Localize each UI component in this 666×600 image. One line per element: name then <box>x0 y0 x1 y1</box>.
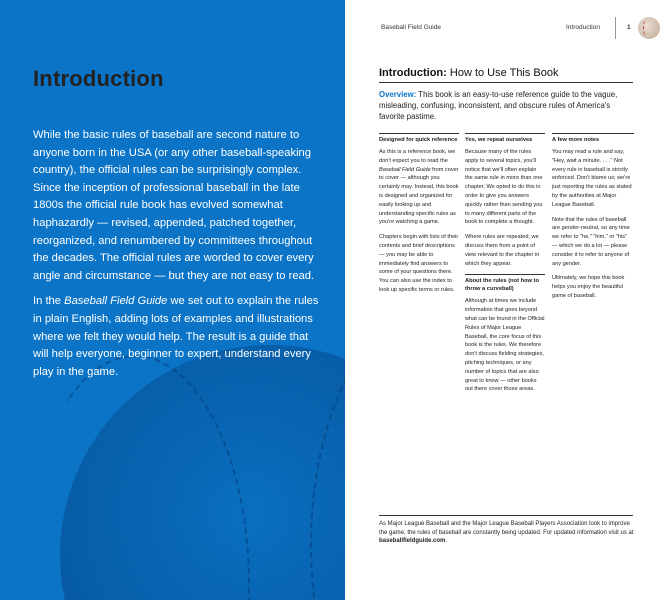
column-paragraph: Ultimately, we hope this book helps you enjoy the beautiful game of baseball. <box>552 275 625 299</box>
running-head-chapter: Introduction <box>566 24 600 31</box>
column-heading: A few more notes <box>552 133 634 144</box>
column-paragraph: Although at times we include information that goes beyond what can be found in the Official Rules of Major League Baseball, the core focus of this book is the rules. We therefore don't discuss fielding strategies, pitching techniques, or any number of topics that are also great to know — other books out there cover those areas. <box>465 298 545 393</box>
column-paragraph: As this is a reference book, we don't expect you to read the Baseball Field Guide from cover to cover — although you certainly may. Instead, this book is designed and organized for easily looking up and understanding specific rules as you're watching a game. <box>379 149 459 226</box>
column-heading: About the rules (not how to throw a curveball) <box>465 274 545 293</box>
footer-note: As Major League Baseball and the Major League Baseball Players Association look to improve the game, the rules of baseball are constantly being updated. For updated information visit us at baseballfieldguide.com. <box>379 521 634 545</box>
column-paragraph: Because many of the rules apply to several topics, you'll notice that we'll often explain the same rule in more than one chapter. We opted to do this in order to give you answers quickly rather than sending you to many different parts of the book to complete a thought. <box>465 149 543 226</box>
overview-label: Overview: <box>379 90 417 99</box>
section-title: Introduction: How to Use This Book <box>379 67 559 79</box>
overview: Overview: This book is an easy-to-use reference guide to the vague, misleading, confusing, inconsistent, and obscure rules of America's favorite pastime. <box>379 90 618 121</box>
column-heading: Designed for quick reference <box>379 133 459 144</box>
book-title-em: Baseball Field Guide <box>64 295 168 308</box>
baseball-icon <box>638 17 660 39</box>
column-paragraph: Chapters begin with lists of their contents and brief descriptions — you may be able to immediately find answers to some of your questions there. You can also use the index to look up specific terms or rules. <box>379 234 459 293</box>
column-more-notes <box>552 133 634 307</box>
page-title: Introduction <box>33 66 164 91</box>
page-number: 1 <box>627 24 631 31</box>
column-paragraph: You may read a rule and say, "Hey, wait a minute. . . ." Not every rule in baseball is strictly enforced. Don't blame us; we're just reporting the rules as stated by the authorities at Major League Baseball. <box>552 149 632 208</box>
column-paragraph: Where rules are repeated, we discuss them from a point of view relevant to the chapter in which they appear. <box>465 234 540 267</box>
column-repeat <box>465 133 545 400</box>
footer-divider <box>379 515 633 516</box>
column-quick-reference <box>379 133 459 301</box>
baseball-stitch <box>20 355 250 600</box>
running-head-book: Baseball Field Guide <box>381 24 441 31</box>
intro-text <box>33 127 323 389</box>
intro-paragraph: While the basic rules of baseball are second nature to anyone born in the USA (or any other baseball-speaking country), the official rules can be surprisingly complex. Since the inception of professional baseball in the late 1800s the official rule book has evolved somewhat haphazardly — revised, appended, patched together, reorganized, and renumbered by committees throughout the decades. The official rules are worded to cover every angle and circumstance — but they are not easy to read. <box>33 129 315 282</box>
website-link[interactable]: baseballfieldguide.com <box>379 538 446 545</box>
intro-paragraph: In the Baseball Field Guide we set out to explain the rules in plain English, adding lots of examples and illustrations where we felt they would help. The result is a guide that will help everyone, beginner to expert, understand every play in the game. <box>33 295 319 378</box>
column-heading: Yes, we repeat ourselves <box>465 133 545 144</box>
header-divider <box>615 17 616 39</box>
title-divider <box>379 82 633 83</box>
column-paragraph: Note that the rules of baseball are gender-neutral, so any time we refer to "he," "him," or "his" — which we do a lot — please consider it to refer to anyone of any gender. <box>552 216 630 267</box>
right-page <box>345 0 666 600</box>
